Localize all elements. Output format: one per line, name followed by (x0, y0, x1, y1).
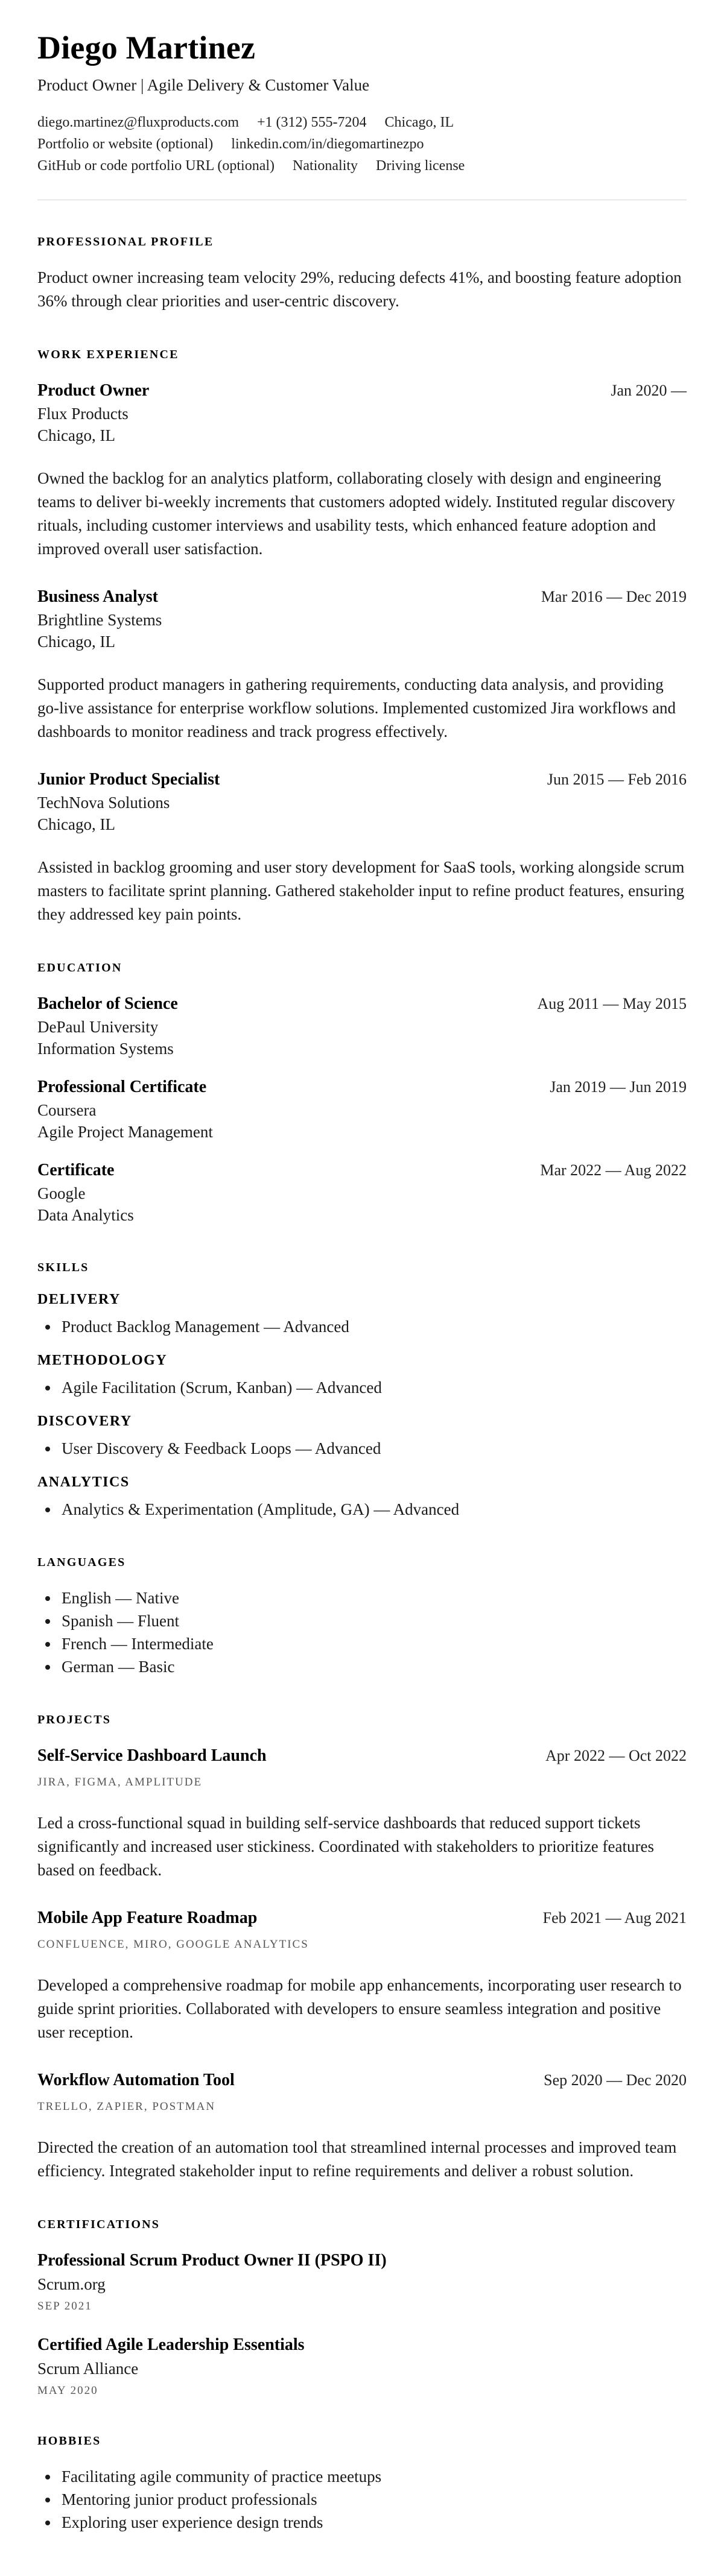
skill-item: • Product Backlog Management — Advanced (59, 1315, 687, 1338)
skill-group (37, 1474, 687, 1521)
project-tools: TRELLO, ZAPIER, POSTMAN (37, 2100, 216, 2114)
education-entry-head (37, 1158, 687, 1182)
job-description: Assisted in backlog grooming and user story development for SaaS tools, working alongside scrum masters to facilitate sprint planning. Gathered stakeholder input to refine product features, ensuring they addressed key pain points. (37, 858, 685, 924)
contact-location: Chicago, IL (384, 115, 454, 131)
project-entry-head (37, 2068, 687, 2092)
project-entry (37, 1744, 687, 1882)
skill-category: ANALYTICS (37, 1474, 130, 1491)
job-entry (37, 585, 687, 743)
candidate-name: Diego Martinez (37, 30, 256, 66)
job-entry-head (37, 379, 687, 403)
contact-linkedin: linkedin.com/in/diegomartinezpo (231, 136, 424, 153)
education-field: Information Systems (37, 1040, 174, 1058)
language-item: • French — Intermediate (59, 1632, 687, 1655)
skill-list (37, 1315, 687, 1338)
job-location: Chicago, IL (37, 815, 115, 834)
job-dates: Mar 2016 — Dec 2019 (541, 588, 687, 606)
job-title: Business Analyst (37, 587, 158, 607)
project-description: Directed the creation of an automation tool that streamlined internal processes and improved team efficiency. Integrated stakeholder input to refine requirements and deliver a robust solution. (37, 2138, 677, 2180)
skill-group (37, 1292, 687, 1338)
job-entry (37, 768, 687, 926)
education-dates: Mar 2022 — Aug 2022 (540, 1161, 687, 1179)
job-dates: Jan 2020 — (611, 382, 687, 400)
section-skills (37, 1261, 687, 1521)
contact-info (37, 112, 687, 177)
education-degree: Bachelor of Science (37, 994, 178, 1014)
skill-category: DELIVERY (37, 1292, 121, 1308)
section-work-experience (37, 348, 687, 926)
section-heading-certifications: CERTIFICATIONS (37, 2218, 160, 2232)
project-dates: Feb 2021 — Aug 2021 (542, 1909, 687, 1927)
project-entry-head (37, 1744, 687, 1768)
project-title: Workflow Automation Tool (37, 2071, 235, 2090)
section-projects (37, 1713, 687, 2183)
skill-list (37, 1498, 687, 1521)
section-education (37, 961, 687, 1226)
certification-name: Professional Scrum Product Owner II (PSPO II) (37, 2251, 387, 2270)
certification-entry (37, 2333, 687, 2399)
education-entry-head (37, 1075, 687, 1099)
job-location: Chicago, IL (37, 426, 115, 445)
section-hobbies (37, 2434, 687, 2534)
skill-group (37, 1413, 687, 1460)
project-dates: Apr 2022 — Oct 2022 (545, 1747, 687, 1765)
job-entry (37, 379, 687, 561)
hobby-item: • Mentoring junior product professionals (59, 2488, 687, 2511)
section-heading-projects: PROJECTS (37, 1713, 112, 1727)
project-tools: CONFLUENCE, MIRO, GOOGLE ANALYTICS (37, 1938, 309, 1951)
skill-category: DISCOVERY (37, 1413, 132, 1430)
education-field: Data Analytics (37, 1206, 134, 1225)
skill-list (37, 1376, 687, 1399)
skill-item: • Analytics & Experimentation (Amplitude, GA) — Advanced (59, 1498, 687, 1521)
contact-github: GitHub or code portfolio URL (optional) (37, 158, 275, 174)
contact-row-1 (37, 112, 687, 133)
resume-header (37, 29, 687, 177)
education-entry-head (37, 992, 687, 1016)
contact-nationality: Nationality (293, 158, 358, 174)
education-school: DePaul University (37, 1018, 159, 1037)
education-degree: Certificate (37, 1161, 115, 1180)
section-heading-experience: WORK EXPERIENCE (37, 348, 179, 362)
project-tools: JIRA, FIGMA, AMPLITUDE (37, 1776, 203, 1789)
skill-item: • User Discovery & Feedback Loops — Advanced (59, 1437, 687, 1460)
skill-category: METHODOLOGY (37, 1353, 168, 1369)
job-company: TechNova Solutions (37, 794, 170, 812)
project-description: Developed a comprehensive roadmap for mobile app enhancements, incorporating user research to guide sprint priorities. Collaborated with developers to ensure seamless integration and positive user reception. (37, 1976, 682, 2042)
project-title: Self-Service Dashboard Launch (37, 1746, 267, 1766)
contact-phone: +1 (312) 555-7204 (257, 115, 367, 131)
job-title: Product Owner (37, 381, 150, 400)
education-degree: Professional Certificate (37, 1078, 207, 1097)
language-item: • German — Basic (59, 1655, 687, 1678)
hobby-item: • Exploring user experience design trends (59, 2511, 687, 2534)
education-entry (37, 1075, 687, 1143)
contact-portfolio: Portfolio or website (optional) (37, 136, 214, 153)
job-description: Supported product managers in gathering requirements, conducting data analysis, and providing go-live assistance for enterprise workflow solutions. Implemented customized Jira workflows and dashboards to monitor readiness and track progress effectively. (37, 675, 676, 741)
certification-date: SEP 2021 (37, 2300, 92, 2313)
certification-issuer: Scrum Alliance (37, 2360, 139, 2378)
job-location: Chicago, IL (37, 633, 115, 651)
project-title: Mobile App Feature Roadmap (37, 1908, 258, 1928)
language-item: • Spanish — Fluent (59, 1609, 687, 1632)
section-languages (37, 1556, 687, 1678)
hobby-list (37, 2465, 687, 2534)
job-dates: Jun 2015 — Feb 2016 (547, 771, 687, 789)
section-heading-hobbies: HOBBIES (37, 2434, 101, 2448)
education-dates: Jan 2019 — Jun 2019 (550, 1078, 687, 1096)
job-company: Brightline Systems (37, 611, 162, 630)
certification-name: Certified Agile Leadership Essentials (37, 2335, 305, 2355)
project-entry (37, 2068, 687, 2183)
section-certifications (37, 2218, 687, 2399)
skill-group (37, 1353, 687, 1399)
contact-driving-license: Driving license (376, 158, 465, 174)
project-entry (37, 1906, 687, 2044)
job-company: Flux Products (37, 405, 129, 423)
hobby-item: • Facilitating agile community of practice meetups (59, 2465, 687, 2488)
skill-item: • Agile Facilitation (Scrum, Kanban) — Advanced (59, 1376, 687, 1399)
job-entry-head (37, 585, 687, 609)
project-dates: Sep 2020 — Dec 2020 (544, 2071, 687, 2089)
candidate-title: Product Owner | Agile Delivery & Customer Value (37, 76, 370, 95)
education-school: Google (37, 1184, 86, 1203)
education-dates: Aug 2011 — May 2015 (537, 995, 687, 1013)
certification-date: MAY 2020 (37, 2384, 98, 2398)
certification-entry (37, 2249, 687, 2315)
certification-issuer: Scrum.org (37, 2275, 106, 2294)
section-professional-profile (37, 235, 687, 313)
section-heading-education: EDUCATION (37, 961, 122, 975)
job-entry-head (37, 768, 687, 792)
section-heading-languages: LANGUAGES (37, 1556, 126, 1570)
contact-email: diego.martinez@fluxproducts.com (37, 115, 240, 131)
education-field: Agile Project Management (37, 1123, 213, 1141)
education-entry (37, 1158, 687, 1226)
section-heading-skills: SKILLS (37, 1261, 89, 1275)
job-title: Junior Product Specialist (37, 770, 220, 789)
job-description: Owned the backlog for an analytics platform, collaborating closely with design and engineering teams to deliver bi-weekly increments that customers adopted widely. Instituted regular discovery rituals, including customer interviews and usability tests, which enhanced feature adoption and improved overall user satisfaction. (37, 469, 675, 558)
section-heading-profile: PROFESSIONAL PROFILE (37, 235, 214, 249)
education-school: Coursera (37, 1101, 97, 1120)
project-description: Led a cross-functional squad in building self-service dashboards that reduced support tickets significantly and increased user stickiness. Coordinated with stakeholders to prioritize features based on feedback. (37, 1814, 654, 1880)
contact-row-2 (37, 133, 687, 155)
education-entry (37, 992, 687, 1059)
language-item: • English — Native (59, 1586, 687, 1609)
skill-list (37, 1437, 687, 1460)
profile-text: Product owner increasing team velocity 29%, reducing defects 41%, and boosting feature adoption 36% through clear priorities and user-centric discovery. (37, 268, 682, 311)
contact-row-3 (37, 155, 687, 177)
language-list (37, 1586, 687, 1678)
project-entry-head (37, 1906, 687, 1930)
